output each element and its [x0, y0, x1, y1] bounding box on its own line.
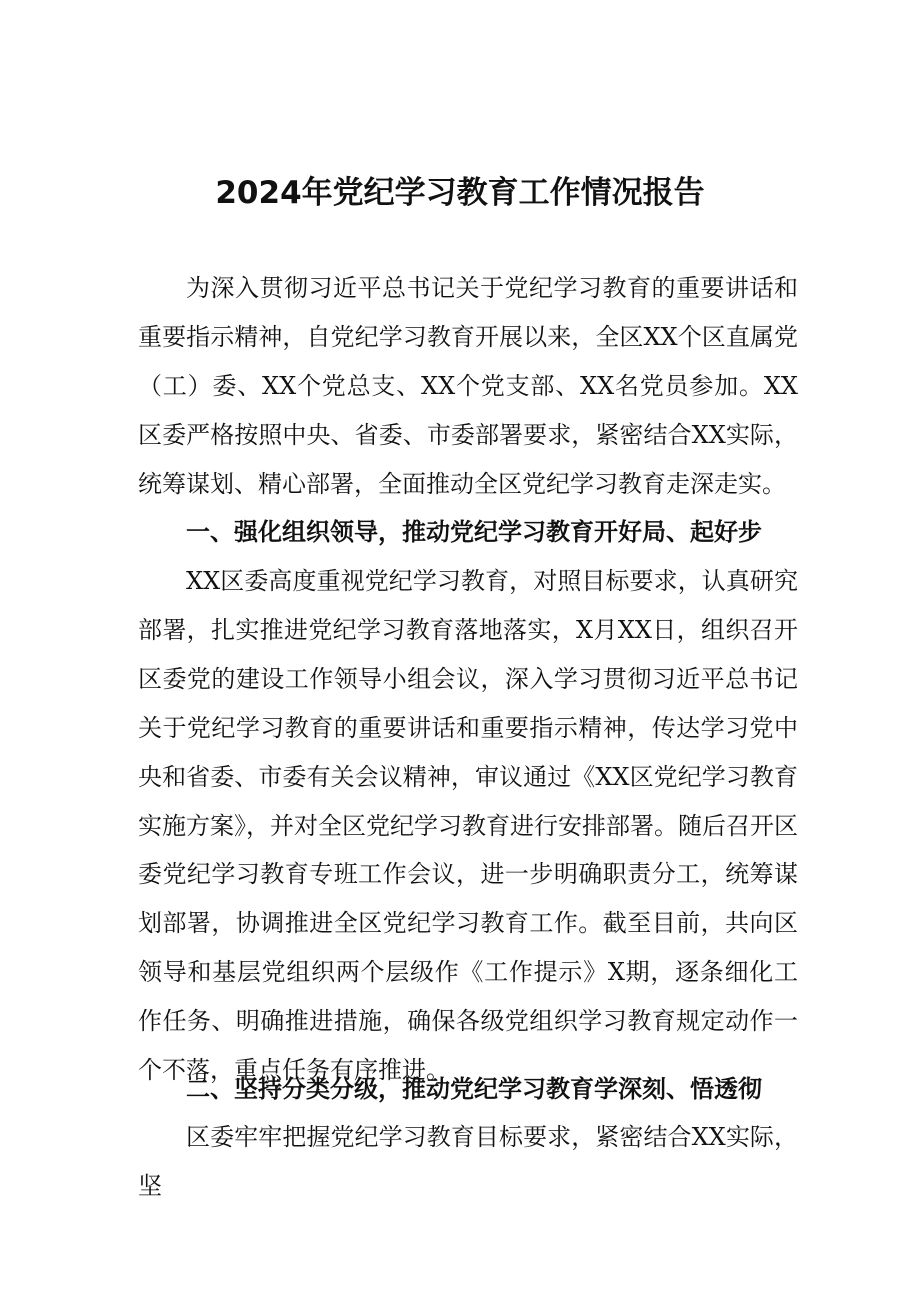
section-heading-1: 一、强化组织领导，推动党纪学习教育开好局、起好步 — [186, 518, 762, 546]
section-heading-2: 二、坚持分类分级，推动党纪学习教育学深刻、悟透彻 — [186, 1075, 762, 1103]
paragraph-section-1: XX区委高度重视党纪学习教育，对照目标要求，认真研究部署，扎实推进党纪学习教育落地落实，X月XX日，组织召开区委党的建设工作领导小组会议，深入学习贯彻习近平总书记关于党纪学习教育的重要讲话和重要指示精神，传达学习党中央和省委、市委有关会议精神，审议通过《XX区党纪学习教育实施方案》，并对全区党纪学习教育进行安排部署。随后召开区委党纪学习教育专班工作会议，进一步明确职责分工，统筹谋划部署，协调推进全区党纪学习教育工作。截至目前，共向区领导和基层党组织两个层级作《工作提示》X期，逐条细化工作任务、明确推进措施，确保各级党组织学习教育规定动作一个不落，重点任务有序推进。 — [138, 567, 798, 1085]
paragraph-intro: 为深入贯彻习近平总书记关于党纪学习教育的重要讲话和重要指示精神，自党纪学习教育开展以来，全区XX个区直属党（工）委、XX个党总支、XX个党支部、XX名党员参加。XX区委严格按照中央、省委、市委部署要求，紧密结合XX实际，统筹谋划、精心部署，全面推动全区党纪学习教育走深走实。 — [138, 274, 798, 498]
document-title: 2024年党纪学习教育工作情况报告 — [215, 175, 705, 211]
paragraph-section-2: 区委牢牢把握党纪学习教育目标要求，紧密结合XX实际，坚 — [138, 1123, 798, 1200]
